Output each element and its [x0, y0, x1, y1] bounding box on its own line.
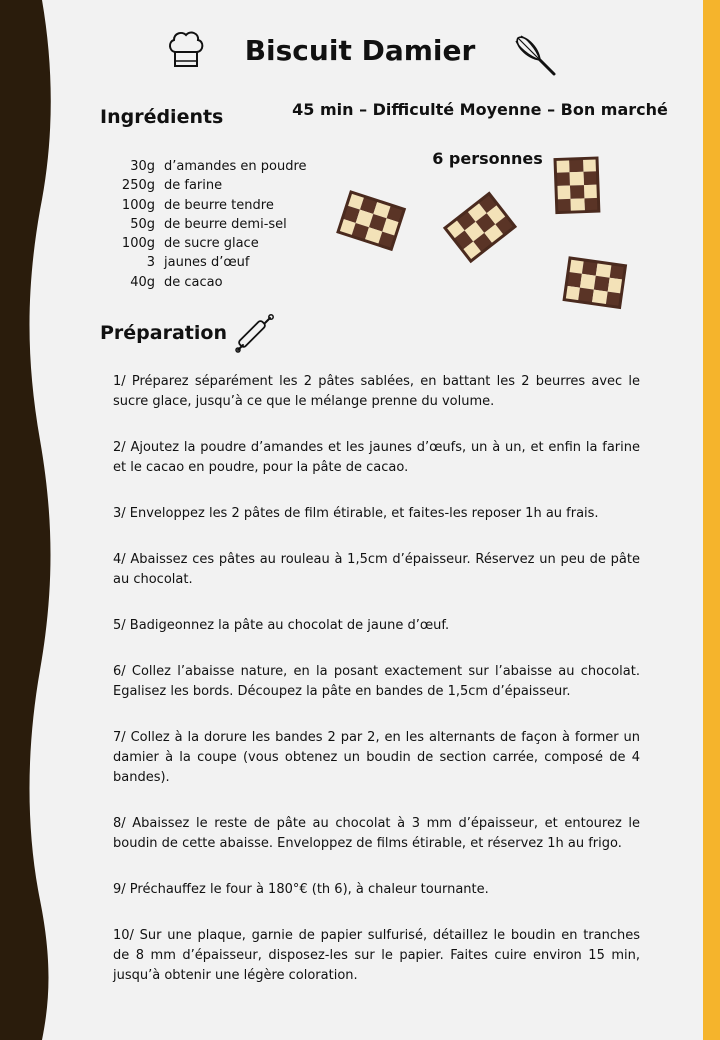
preparation-steps [113, 372, 640, 1012]
ingredient-item [100, 176, 340, 195]
ingredient-name: de cacao [164, 274, 223, 290]
step-item: 3/ Enveloppez les 2 pâtes de film étirable, et faites-les reposer 1h au frais. [113, 506, 599, 521]
step-item: 9/ Préchauffez le four à 180°€ (th 6), à chaleur tournante. [113, 882, 489, 897]
ingredient-name: d’amandes en poudre [164, 159, 307, 174]
ingredient-name: de beurre demi-sel [164, 216, 287, 232]
cookie [445, 194, 515, 262]
ingredient-name: de sucre glace [164, 236, 259, 252]
right-accent-band [703, 0, 720, 1040]
ingredient-qty: 30g [130, 159, 155, 174]
cookie [564, 258, 625, 307]
left-decorative-band [0, 0, 70, 1040]
ingredient-list [100, 157, 340, 292]
ingredient-item [100, 157, 340, 176]
ingredient-item [100, 234, 340, 253]
ingredient-qty: 3 [146, 255, 155, 271]
recipe-meta: 45 min – Difficulté Moyenne – Bon marché [292, 100, 668, 119]
ingredient-item [100, 196, 340, 215]
step-item: 1/ Préparez séparément les 2 pâtes sablées, en battant les 2 beurres avec le sucre glace, jusqu’à ce que le mélange prenne du volume. [113, 374, 640, 409]
ingredient-qty: 250g [121, 178, 155, 194]
checkerboard-cookies-image [335, 150, 675, 325]
ingredient-item [100, 273, 340, 292]
rolling-pin-icon [234, 312, 276, 354]
preparation-heading: Préparation [100, 322, 227, 344]
ingredient-qty: 40g [130, 274, 155, 290]
whisk-icon [512, 32, 558, 78]
ingredient-qty: 50g [130, 216, 155, 232]
ingredient-name: de beurre tendre [164, 197, 274, 213]
page-title: Biscuit Damier [244, 34, 476, 67]
ingredient-qty: 100g [121, 236, 155, 252]
ingredient-item [100, 253, 340, 272]
step-item: 2/ Ajoutez la poudre d’amandes et les jaunes d’œufs, un à un, et enfin la farine et le cacao en poudre, pour la pâte de cacao. [113, 440, 640, 475]
ingredients-heading: Ingrédients [100, 106, 224, 128]
step-item: 7/ Collez à la dorure les bandes 2 par 2, en les alternants de façon à former un damier à la coupe (vous obtenez un boudin de section carrée, composé de 4 bandes). [113, 730, 640, 785]
step-item: 8/ Abaissez le reste de pâte au chocolat à 3 mm d’épaisseur, et entourez le boudin de cette abaisse. Enveloppez de films étirable, et réservez 1h au frigo. [113, 816, 640, 851]
servings: 6 personnes [432, 149, 543, 168]
ingredient-name: de farine [164, 178, 223, 194]
step-item: 5/ Badigeonnez la pâte au chocolat de jaune d’œuf. [113, 618, 450, 633]
step-item: 4/ Abaissez ces pâtes au rouleau à 1,5cm d’épaisseur. Réservez un peu de pâte au chocolat. [113, 552, 640, 587]
ingredient-name: jaunes d’œuf [164, 255, 250, 271]
cookie [555, 158, 599, 213]
step-item: 10/ Sur une plaque, garnie de papier sulfurisé, détaillez le boudin en tranches de 8 mm d’épaisseur, disposez-les sur le papier. Faites cuire environ 15 min, jusqu’à obtenir une légère coloration. [113, 928, 640, 983]
step-item: 6/ Collez l’abaisse nature, en la posant exactement sur l’abaisse au chocolat. Egalisez les bords. Découpez la pâte en bandes de 1,5cm d’épaisseur. [113, 664, 640, 699]
ingredient-item [100, 215, 340, 234]
ingredient-qty: 100g [121, 197, 155, 213]
cookie [338, 192, 404, 249]
